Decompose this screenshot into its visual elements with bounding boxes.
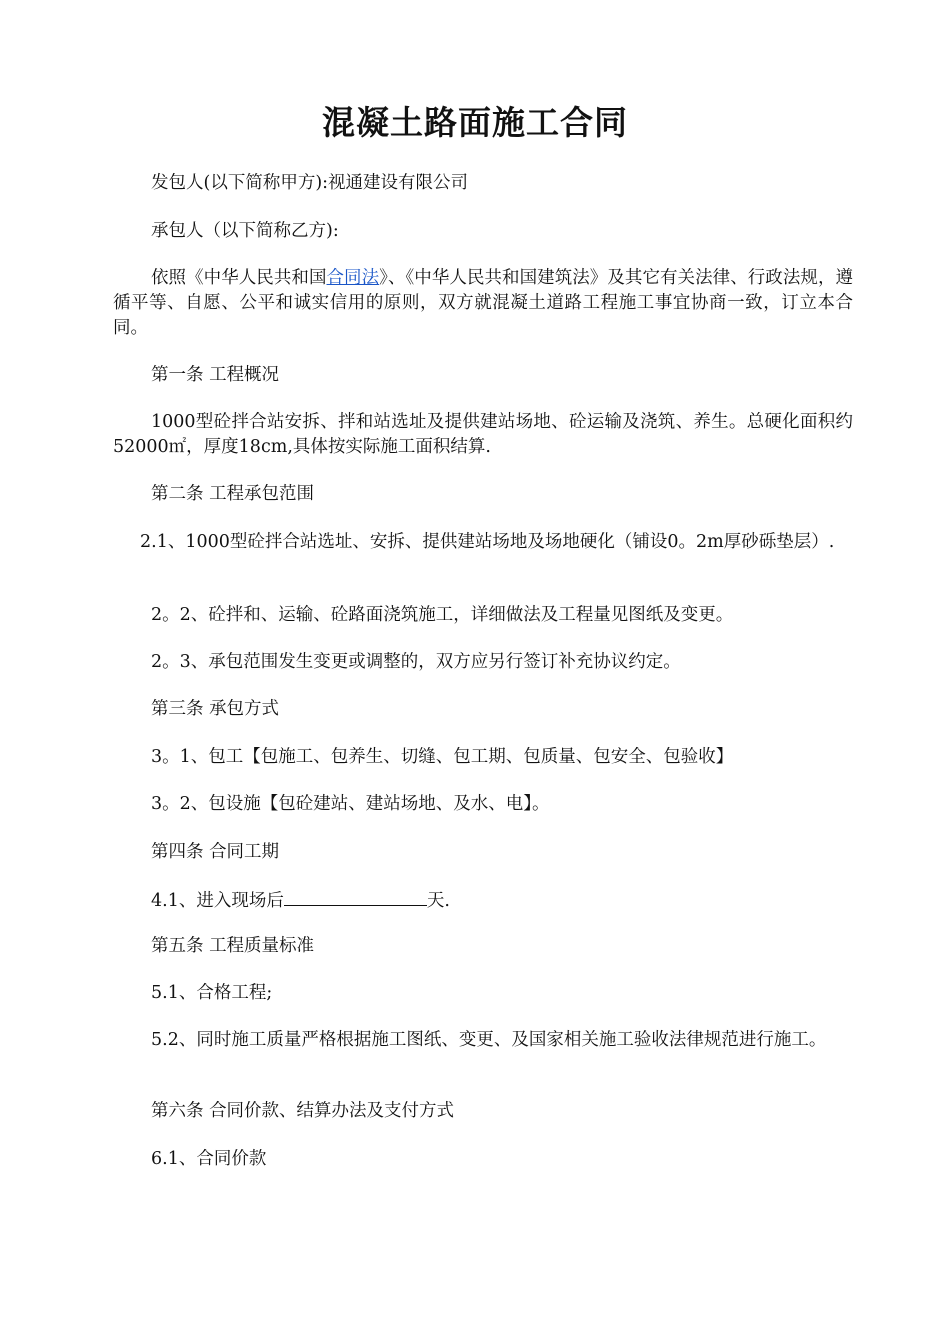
article-2-item-3: 2。3、承包范围发生变更或调整的，双方应另行签订补充协议约定。	[151, 652, 681, 672]
party-b-line: 承包人（以下简称乙方):	[151, 221, 339, 241]
article-3-item-1: 3。1、包工【包施工、包养生、切缝、包工期、包质量、包安全、包验收】	[151, 747, 734, 767]
article-2-heading: 第二条 工程承包范围	[151, 484, 315, 504]
article-4-item-1	[113, 887, 853, 914]
article-2-item-1: 2.1、1000型砼拌合站选址、安拆、提供建站场地及场地硬化（铺设0。2m厚砂砾垫层）.	[140, 532, 835, 552]
article-4-item-1-start: 4.1、进入现场后	[151, 891, 284, 911]
article-6-heading: 第六条 合同价款、结算办法及支付方式	[151, 1101, 455, 1121]
article-4-heading: 第四条 合同工期	[151, 842, 280, 862]
document-title: 混凝土路面施工合同	[322, 103, 628, 142]
article-1-text: 1000型砼拌合站安拆、拌和站选址及提供建站场地、砼运输及浇筑、养生。总硬化面积约52000㎡，厚度18cm,具体按实际施工面积结算.	[113, 412, 853, 457]
days-blank-field	[284, 887, 427, 906]
preamble-paragraph	[113, 266, 853, 341]
article-1-heading: 第一条 工程概况	[151, 365, 280, 385]
party-a-line: 发包人(以下简称甲方):视通建设有限公司	[151, 173, 469, 193]
article-5-heading: 第五条 工程质量标准	[151, 936, 315, 956]
preamble-text-start: 依照《中华人民共和国	[151, 268, 327, 288]
article-3-heading: 第三条 承包方式	[151, 699, 280, 719]
preamble-text-end: 》、《中华人民共和国建筑法》及其它有关法律、行政法规，遵循平等、自愿、公平和诚实信用的原则，双方就混凝土道路工程施工事宜协商一致，订立本合同。	[113, 268, 854, 338]
article-2-item-2: 2。2、砼拌和、运输、砼路面浇筑施工，详细做法及工程量见图纸及变更。	[151, 605, 734, 625]
article-4-item-1-end: 天.	[426, 891, 450, 911]
contract-law-link[interactable]: 合同法	[326, 268, 380, 288]
article-3-item-2: 3。2、包设施【包砼建站、建站场地、及水、电】。	[151, 794, 550, 814]
article-5-item-2: 5.2、同时施工质量严格根据施工图纸、变更、及国家相关施工验收法律规范进行施工。	[151, 1030, 827, 1050]
article-6-item-1: 6.1、合同价款	[151, 1149, 267, 1169]
article-5-item-1: 5.1、合格工程;	[151, 983, 273, 1003]
